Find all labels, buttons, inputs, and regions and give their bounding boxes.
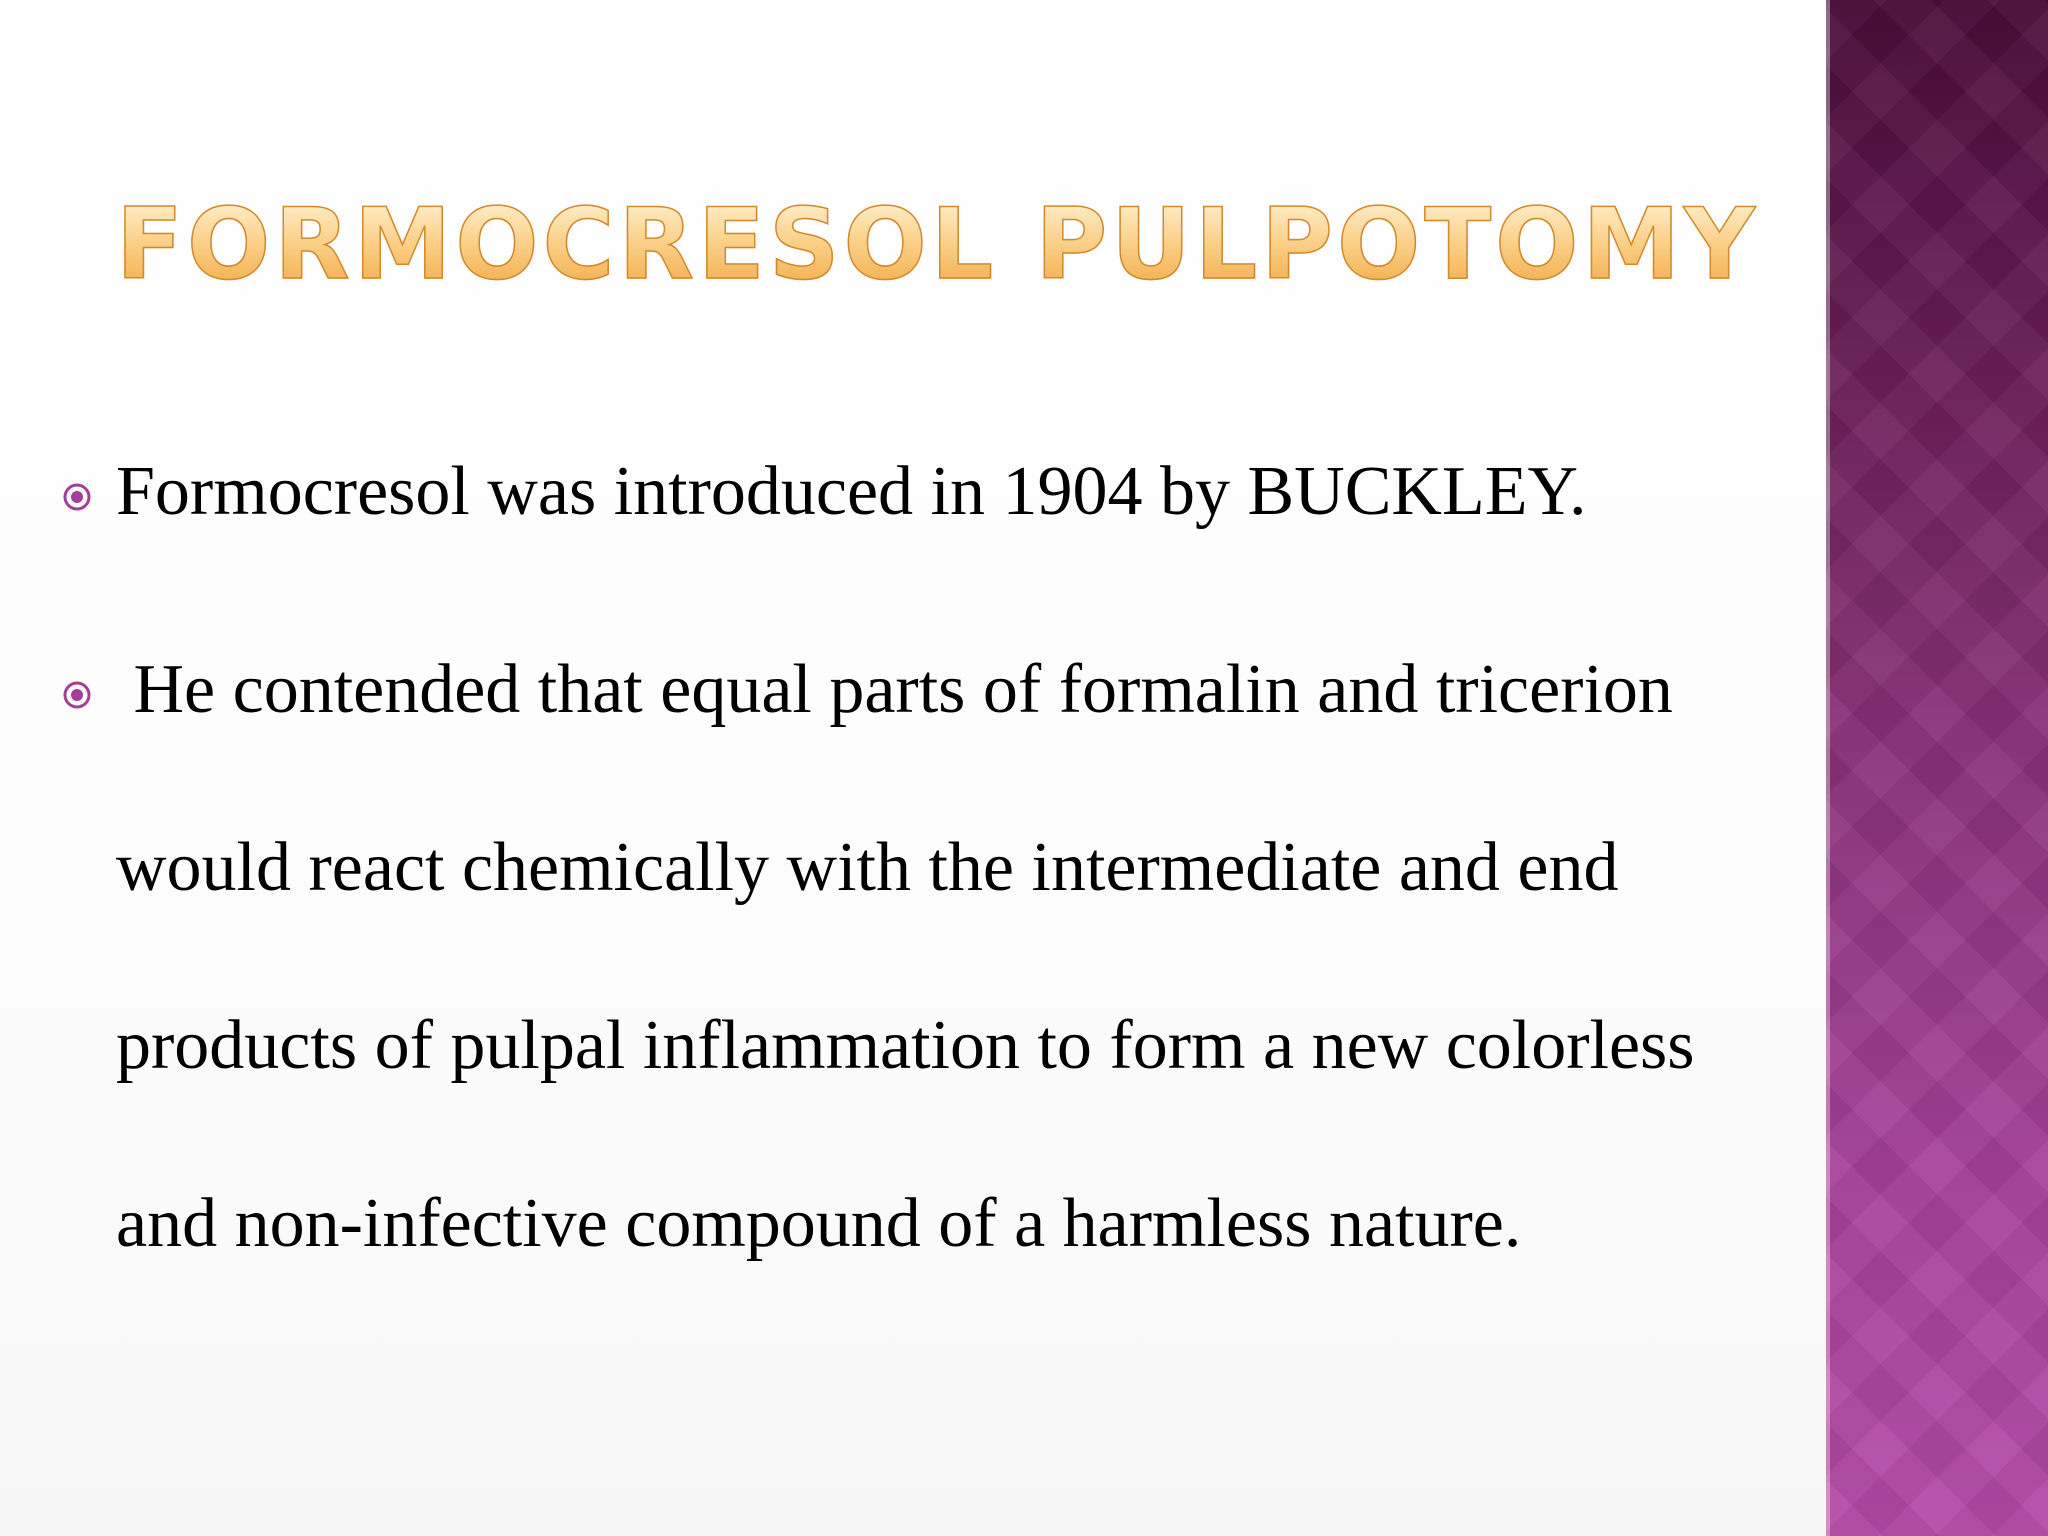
- bullet-text-line: and non-infective compound of a harmless nature.: [116, 1185, 1522, 1262]
- circled-dot-icon: [62, 482, 92, 512]
- bullet-text-line: would react chemically with the intermediate and end: [116, 829, 1619, 906]
- bullet-text-line: products of pulpal inflammation to form a new colorless: [116, 1007, 1695, 1084]
- decorative-side-bar: [1826, 0, 2048, 1536]
- slide-title: FORMOCRESOL PULPOTOMY: [116, 188, 1759, 302]
- circled-dot-icon: [62, 680, 92, 710]
- bullet-text-line: He contended that equal parts of formalin and tricerion: [116, 651, 1673, 728]
- bullet-text-line: Formocresol was introduced in 1904 by BUCKLEY.: [116, 453, 1587, 530]
